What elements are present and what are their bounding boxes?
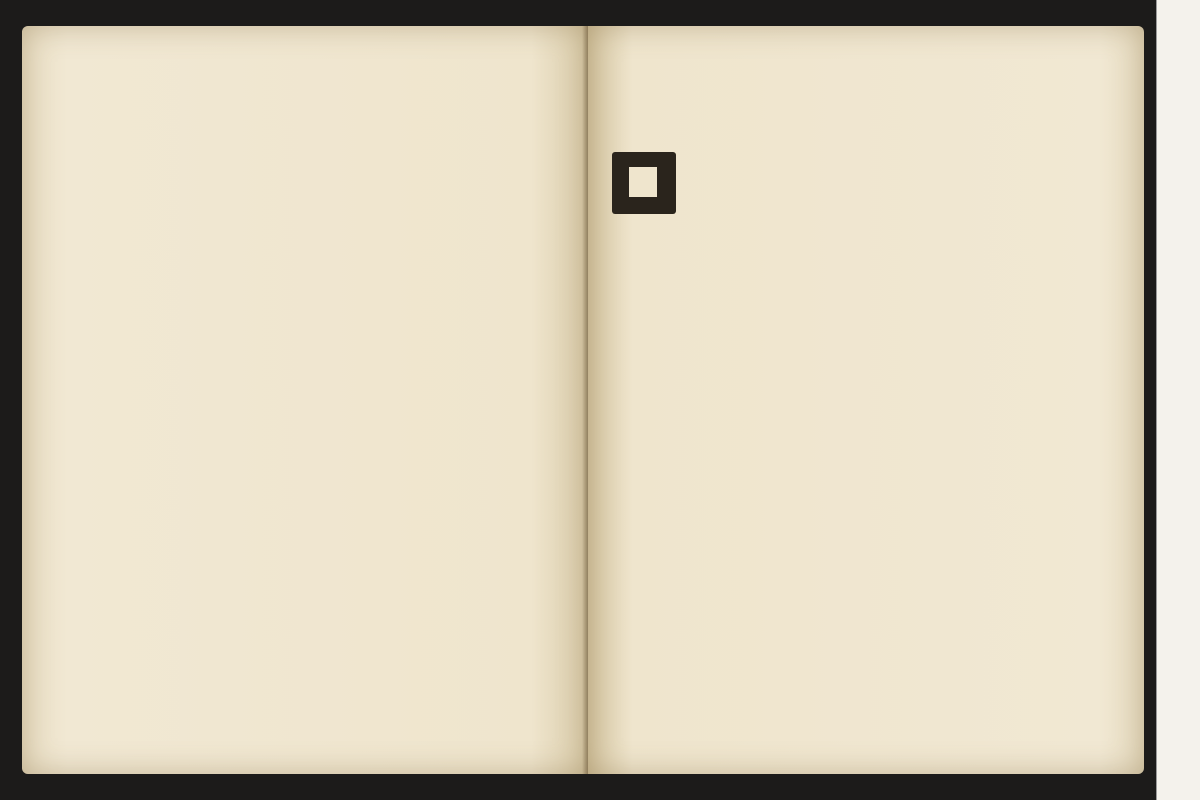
ornament-initial [612,152,676,214]
right-staff-5 [674,398,1090,438]
left-staff-3 [130,244,552,284]
right-staff-2 [694,156,1090,196]
left-page [22,26,588,774]
measurement-ruler [1156,0,1200,800]
right-page [588,26,1144,774]
ornament-initial-letter [628,166,658,198]
